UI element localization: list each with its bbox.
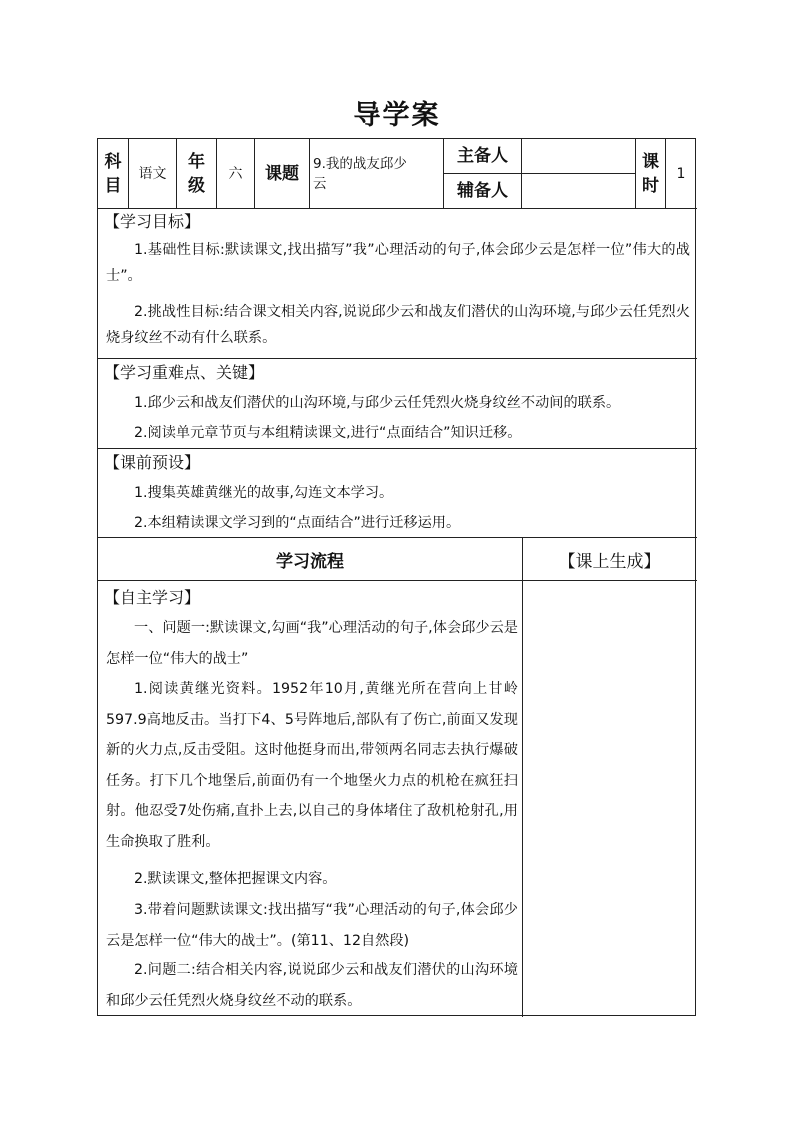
- grade-value: 六: [228, 165, 243, 182]
- goal-item-2: 2.挑战性目标:结合课文相关内容,说说邱少云和战友们潜伏的山沟环境,与邱少云任凭烈火烧身纹丝不动有什么联系。: [106, 304, 690, 346]
- period-value: 1: [676, 165, 686, 182]
- assistant-preparer-label: 辅备人: [457, 181, 508, 201]
- key-points-heading: 【学习重难点、关键】: [104, 363, 265, 382]
- key-point-item-2: 2.阅读单元章节页与本组精读课文,进行“点面结合”知识迁移。: [134, 425, 522, 441]
- preview-heading: 【课前预设】: [104, 453, 201, 472]
- lesson-plan-table: [97, 138, 696, 1016]
- period-label: 课时: [642, 151, 659, 196]
- self-study-heading: 【自主学习】: [104, 588, 201, 607]
- generation-area: [523, 581, 696, 1016]
- topic-label: 课题: [265, 163, 299, 184]
- flow-paragraph-4: 3.带着问题默读课文:找出描写“我”心理活动的句子,体会邱少云是怎样一位“伟大的战士”。(第11、12自然段): [106, 902, 518, 949]
- subject-value: 语文: [138, 165, 167, 182]
- grid-line: [98, 448, 697, 449]
- grade-label: 年级: [188, 151, 205, 196]
- main-preparer-value: [522, 139, 635, 173]
- flow-paragraph-3: 2.默读课文,整体把握课文内容。: [134, 871, 337, 887]
- flow-paragraph-2: 1.阅读黄继光资料。1952年10月,黄继光所在营向上甘岭597.9高地反击。当打下4、5号阵地后,部队有了伤亡,前面又发现新的火力点,反击受阻。这时他挺身而出,带领两名同志去执行爆破任务。打下几个地堡后,前面仍有一个地堡火力点的机枪在疯狂扫射。他忍受7处伤痛,直扑上去,以自己的身体堵住了敌机枪射孔,用生命换取了胜利。: [106, 681, 518, 850]
- grid-line: [98, 358, 697, 359]
- assistant-preparer-value: [522, 174, 635, 208]
- preview-item-2: 2.本组精读课文学习到的“点面结合”进行迁移运用。: [134, 515, 461, 531]
- main-preparer-label: 主备人: [457, 146, 508, 166]
- page-title: 导学案: [353, 100, 441, 131]
- goals-heading: 【学习目标】: [104, 212, 201, 231]
- flow-heading: 学习流程: [276, 551, 344, 572]
- flow-paragraph-1: 一、问题一:默读课文,勾画“我”心理活动的句子,体会邱少云是怎样一位“伟大的战士”: [106, 620, 518, 667]
- topic-value: 9.我的战友邱少云: [313, 155, 407, 192]
- goal-item-1: 1.基础性目标:默读课文,找出描写”我”心理活动的句子,体会邱少云是怎样一位”伟大的战士”。: [106, 242, 690, 284]
- subject-label: 科目: [104, 151, 122, 196]
- grid-line: [98, 208, 697, 209]
- key-point-item-1: 1.邱少云和战友们潜伏的山沟环境,与邱少云任凭烈火烧身纹丝不动间的联系。: [134, 395, 621, 411]
- generation-heading: 【课上生成】: [558, 551, 661, 572]
- preview-item-1: 1.搜集英雄黄继光的故事,勾连文本学习。: [134, 485, 394, 501]
- flow-paragraph-5: 2.问题二:结合相关内容,说说邱少云和战友们潜伏的山沟环境和邱少云任凭烈火烧身纹丝不动的联系。: [106, 962, 518, 1009]
